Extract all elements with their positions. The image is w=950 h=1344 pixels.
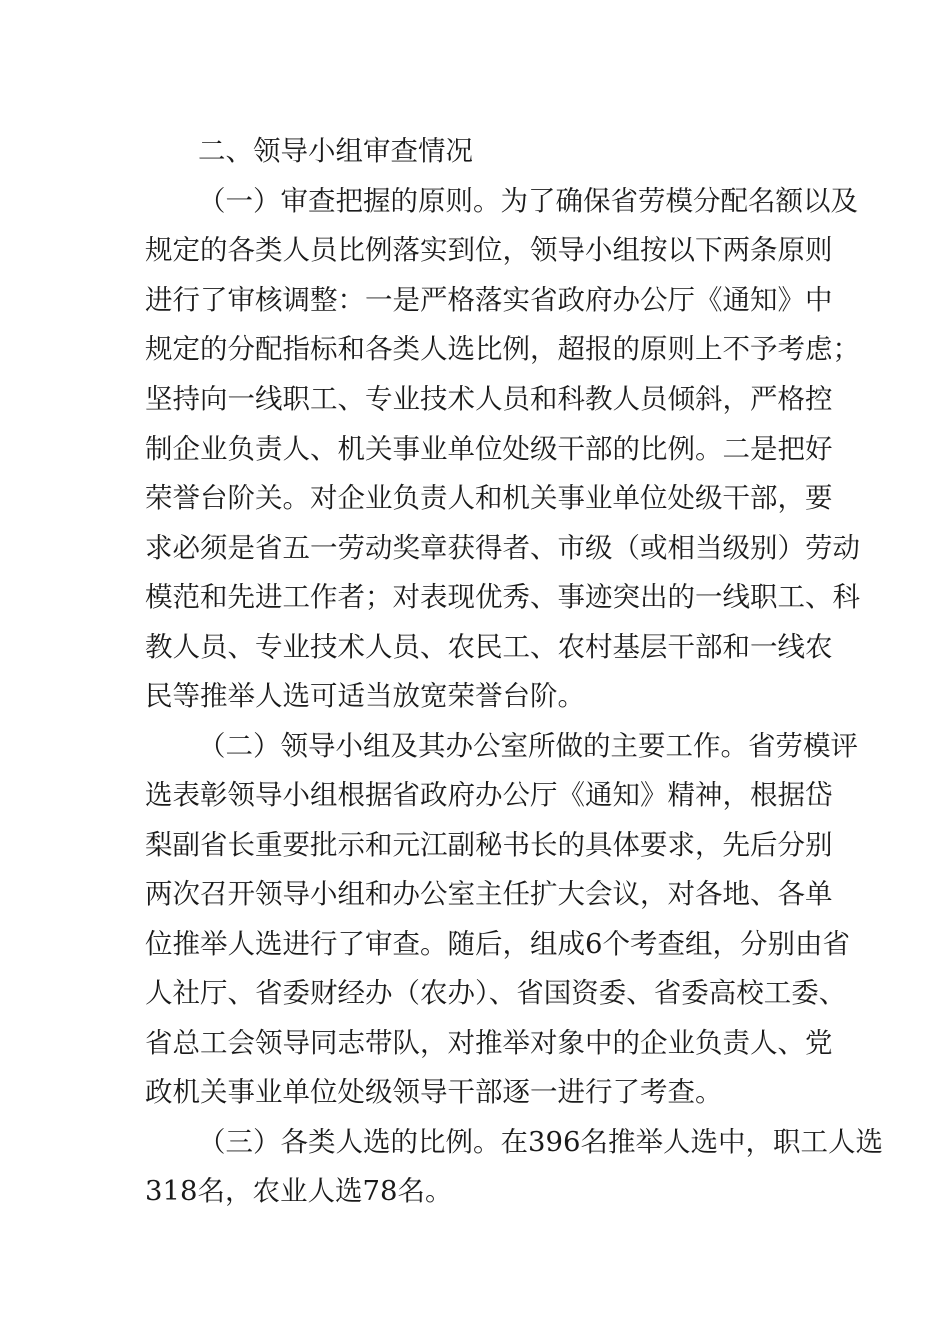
paragraph-line: （三）各类人选的比例。在396名推举人选中，职工人选 — [198, 1126, 883, 1158]
paragraph-line: 模范和先进工作者；对表现优秀、事迹突出的一线职工、科 — [145, 581, 860, 613]
paragraph-line: 政机关事业单位处级领导干部逐一进行了考查。 — [145, 1076, 723, 1108]
paragraph-line: 318名，农业人选78名。 — [145, 1175, 453, 1207]
paragraph-line: 荣誉台阶关。对企业负责人和机关事业单位处级干部，要 — [145, 482, 833, 514]
paragraph-line: 求必须是省五一劳动奖章获得者、市级（或相当级别）劳动 — [145, 532, 860, 564]
paragraph-line: 梨副省长重要批示和元江副秘书长的具体要求，先后分别 — [145, 829, 833, 861]
paragraph-line: （一）审查把握的原则。为了确保省劳模分配名额以及 — [198, 185, 858, 217]
section-heading: 二、领导小组审查情况 — [198, 135, 473, 167]
paragraph-line: 民等推举人选可适当放宽荣誉台阶。 — [145, 680, 585, 712]
paragraph-line: 位推举人选进行了审查。随后，组成6个考查组，分别由省 — [145, 928, 850, 960]
paragraph-line: （二）领导小组及其办公室所做的主要工作。省劳模评 — [198, 730, 858, 762]
paragraph-line: 教人员、专业技术人员、农民工、农村基层干部和一线农 — [145, 631, 833, 663]
paragraph-line: 省总工会领导同志带队，对推举对象中的企业负责人、党 — [145, 1027, 833, 1059]
paragraph-line: 选表彰领导小组根据省政府办公厅《通知》精神，根据岱 — [145, 779, 833, 811]
paragraph-line: 规定的分配指标和各类人选比例，超报的原则上不予考虑； — [145, 333, 860, 365]
paragraph-line: 人社厅、省委财经办（农办）、省国资委、省委高校工委、 — [145, 977, 847, 1009]
paragraph-line: 制企业负责人、机关事业单位处级干部的比例。二是把好 — [145, 433, 833, 465]
paragraph-line: 规定的各类人员比例落实到位，领导小组按以下两条原则 — [145, 234, 833, 266]
paragraph-line: 坚持向一线职工、专业技术人员和科教人员倾斜，严格控 — [145, 383, 833, 415]
paragraph-line: 进行了审核调整：一是严格落实省政府办公厅《通知》中 — [145, 284, 833, 316]
paragraph-line: 两次召开领导小组和办公室主任扩大会议，对各地、各单 — [145, 878, 833, 910]
